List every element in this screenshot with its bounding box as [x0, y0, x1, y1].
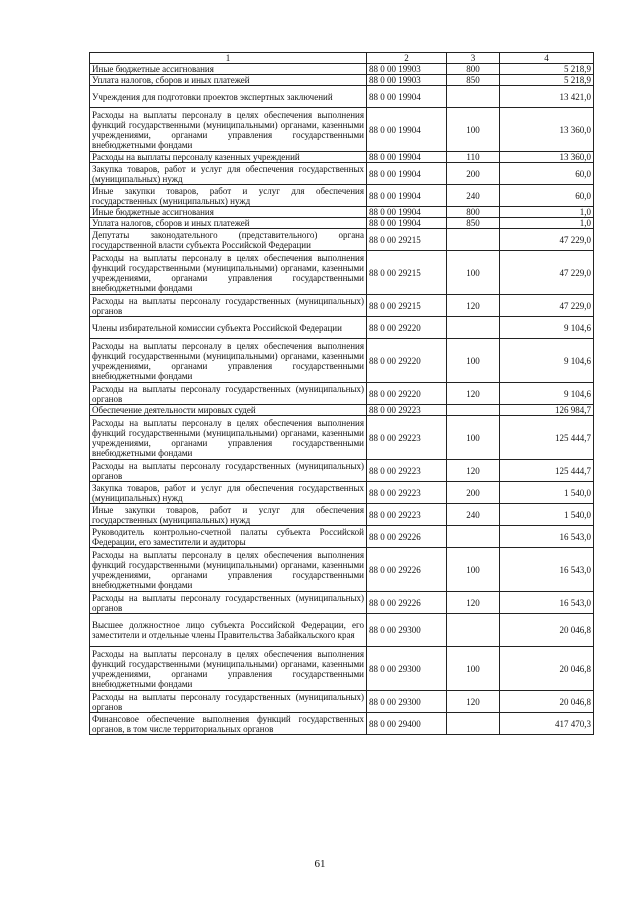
amount-cell: 1,0 — [500, 207, 594, 218]
target-code-cell: 88 0 00 29226 — [367, 548, 447, 592]
amount-cell: 1 540,0 — [500, 482, 594, 504]
amount-cell: 60,0 — [500, 185, 594, 207]
table-row — [90, 152, 594, 163]
expense-name-cell: Расходы на выплаты персоналу в целях обеспечения выполнения функций государственными (муниципальными) органами, казенными учреждениями, органами управления государственными внебюджетными фондами — [90, 339, 367, 383]
target-code-cell: 88 0 00 19903 — [367, 75, 447, 86]
target-code-cell: 88 0 00 29226 — [367, 592, 447, 614]
expense-name-cell: Закупка товаров, работ и услуг для обеспечения государственных (муниципальных) нужд — [90, 163, 367, 185]
amount-cell: 417 470,3 — [500, 713, 594, 735]
table-row — [90, 229, 594, 251]
expense-name-cell: Расходы на выплаты персоналу казенных учреждений — [90, 152, 367, 163]
amount-cell: 16 543,0 — [500, 548, 594, 592]
amount-cell: 126 984,7 — [500, 405, 594, 416]
target-code-cell: 88 0 00 29400 — [367, 713, 447, 735]
amount-cell: 20 046,8 — [500, 647, 594, 691]
expense-type-cell: 240 — [447, 185, 500, 207]
table-row — [90, 86, 594, 108]
target-code-cell: 88 0 00 19904 — [367, 86, 447, 108]
expense-name-cell: Расходы на выплаты персоналу в целях обеспечения выполнения функций государственными (муниципальными) органами, казенными учреждениями, органами управления государственными внебюджетными фондами — [90, 251, 367, 295]
expense-type-cell: 100 — [447, 251, 500, 295]
expense-name-cell: Расходы на выплаты персоналу в целях обеспечения выполнения функций государственными (муниципальными) органами, казенными учреждениями, органами управления государственными внебюджетными фондами — [90, 108, 367, 152]
table-row — [90, 317, 594, 339]
target-code-cell: 88 0 00 29220 — [367, 339, 447, 383]
expense-type-cell: 120 — [447, 383, 500, 405]
expense-name-cell: Депутаты законодательного (представительного) органа государственной власти субъекта Российской Федерации — [90, 229, 367, 251]
target-code-cell: 88 0 00 19903 — [367, 64, 447, 75]
expense-type-cell: 100 — [447, 548, 500, 592]
target-code-cell: 88 0 00 19904 — [367, 163, 447, 185]
target-code-cell: 88 0 00 19904 — [367, 108, 447, 152]
expense-type-cell: 110 — [447, 152, 500, 163]
expense-type-cell — [447, 405, 500, 416]
expense-name-cell: Члены избирательной комиссии субъекта Российской Федерации — [90, 317, 367, 339]
amount-cell: 13 360,0 — [500, 108, 594, 152]
target-code-cell: 88 0 00 29223 — [367, 504, 447, 526]
table-row — [90, 64, 594, 75]
target-code-cell: 88 0 00 19904 — [367, 152, 447, 163]
target-code-cell: 88 0 00 29223 — [367, 405, 447, 416]
table-row — [90, 416, 594, 460]
table-row — [90, 185, 594, 207]
expense-name-cell: Расходы на выплаты персоналу государственных (муниципальных) органов — [90, 383, 367, 405]
amount-cell: 16 543,0 — [500, 526, 594, 548]
table-row — [90, 108, 594, 152]
column-header: 2 — [367, 53, 447, 64]
expense-name-cell: Закупка товаров, работ и услуг для обеспечения государственных (муниципальных) нужд — [90, 482, 367, 504]
expense-name-cell: Иные закупки товаров, работ и услуг для обеспечения государственных (муниципальных) нужд — [90, 185, 367, 207]
expense-name-cell: Расходы на выплаты персоналу в целях обеспечения выполнения функций государственными (муниципальными) органами, казенными учреждениями, органами управления государственными внебюджетными фондами — [90, 416, 367, 460]
page-number: 61 — [314, 858, 326, 870]
expense-name-cell: Финансовое обеспечение выполнения функций государственных органов, в том числе территориальных органов — [90, 713, 367, 735]
target-code-cell: 88 0 00 29223 — [367, 460, 447, 482]
expense-type-cell: 200 — [447, 482, 500, 504]
table-row — [90, 713, 594, 735]
column-header: 1 — [90, 53, 367, 64]
table-body — [90, 64, 594, 735]
expense-name-cell: Учреждения для подготовки проектов экспертных заключений — [90, 86, 367, 108]
expense-type-cell: 100 — [447, 339, 500, 383]
target-code-cell: 88 0 00 29226 — [367, 526, 447, 548]
expense-type-cell: 200 — [447, 163, 500, 185]
target-code-cell: 88 0 00 29223 — [367, 482, 447, 504]
expense-type-cell — [447, 614, 500, 647]
amount-cell: 5 218,9 — [500, 75, 594, 86]
expense-name-cell: Расходы на выплаты персоналу государственных (муниципальных) органов — [90, 295, 367, 317]
table-row — [90, 482, 594, 504]
table-row — [90, 647, 594, 691]
amount-cell: 125 444,7 — [500, 416, 594, 460]
expense-name-cell: Расходы на выплаты персоналу в целях обеспечения выполнения функций государственными (муниципальными) органами, казенными учреждениями, органами управления государственными внебюджетными фондами — [90, 548, 367, 592]
expense-type-cell — [447, 317, 500, 339]
expense-type-cell — [447, 86, 500, 108]
amount-cell: 125 444,7 — [500, 460, 594, 482]
table-row — [90, 405, 594, 416]
expense-name-cell: Расходы на выплаты персоналу государственных (муниципальных) органов — [90, 460, 367, 482]
table-row — [90, 163, 594, 185]
amount-cell: 16 543,0 — [500, 592, 594, 614]
expense-name-cell: Расходы на выплаты персоналу в целях обеспечения выполнения функций государственными (муниципальными) органами, казенными учреждениями, органами управления государственными внебюджетными фондами — [90, 647, 367, 691]
amount-cell: 13 360,0 — [500, 152, 594, 163]
target-code-cell: 88 0 00 29300 — [367, 691, 447, 713]
amount-cell: 1,0 — [500, 218, 594, 229]
table-row — [90, 691, 594, 713]
table-row — [90, 295, 594, 317]
amount-cell: 9 104,6 — [500, 339, 594, 383]
table-row — [90, 383, 594, 405]
target-code-cell: 88 0 00 29223 — [367, 416, 447, 460]
amount-cell: 20 046,8 — [500, 691, 594, 713]
expense-name-cell: Обеспечение деятельности мировых судей — [90, 405, 367, 416]
table-row — [90, 548, 594, 592]
expense-name-cell: Иные бюджетные ассигнования — [90, 207, 367, 218]
expense-name-cell: Расходы на выплаты персоналу государственных (муниципальных) органов — [90, 592, 367, 614]
table-row — [90, 504, 594, 526]
amount-cell: 60,0 — [500, 163, 594, 185]
amount-cell: 47 229,0 — [500, 229, 594, 251]
target-code-cell: 88 0 00 29300 — [367, 614, 447, 647]
target-code-cell: 88 0 00 29220 — [367, 317, 447, 339]
expense-type-cell: 850 — [447, 218, 500, 229]
expense-type-cell: 120 — [447, 460, 500, 482]
target-code-cell: 88 0 00 19904 — [367, 185, 447, 207]
table-row — [90, 592, 594, 614]
expense-name-cell: Расходы на выплаты персоналу государственных (муниципальных) органов — [90, 691, 367, 713]
expense-type-cell: 100 — [447, 416, 500, 460]
expense-name-cell: Уплата налогов, сборов и иных платежей — [90, 218, 367, 229]
amount-cell: 47 229,0 — [500, 251, 594, 295]
table-row — [90, 251, 594, 295]
expense-type-cell: 120 — [447, 592, 500, 614]
expense-type-cell: 850 — [447, 75, 500, 86]
amount-cell: 5 218,9 — [500, 64, 594, 75]
table-header-row — [90, 53, 594, 64]
table-row — [90, 460, 594, 482]
table-row — [90, 339, 594, 383]
amount-cell: 13 421,0 — [500, 86, 594, 108]
budget-table — [89, 52, 594, 735]
expense-type-cell — [447, 713, 500, 735]
expense-type-cell: 100 — [447, 108, 500, 152]
target-code-cell: 88 0 00 29215 — [367, 251, 447, 295]
expense-name-cell: Руководитель контрольно-счетной палаты субъекта Российской Федерации, его заместители и аудиторы — [90, 526, 367, 548]
expense-type-cell: 800 — [447, 64, 500, 75]
table-row — [90, 207, 594, 218]
target-code-cell: 88 0 00 29300 — [367, 647, 447, 691]
expense-type-cell — [447, 526, 500, 548]
table-row — [90, 75, 594, 86]
expense-name-cell: Иные бюджетные ассигнования — [90, 64, 367, 75]
amount-cell: 20 046,8 — [500, 614, 594, 647]
expense-type-cell: 100 — [447, 647, 500, 691]
column-header: 4 — [500, 53, 594, 64]
target-code-cell: 88 0 00 29220 — [367, 383, 447, 405]
expense-name-cell: Высшее должностное лицо субъекта Российской Федерации, его заместители и отдельные члены Правительства Забайкальского края — [90, 614, 367, 647]
expense-type-cell: 240 — [447, 504, 500, 526]
amount-cell: 47 229,0 — [500, 295, 594, 317]
expense-type-cell: 120 — [447, 691, 500, 713]
target-code-cell: 88 0 00 29215 — [367, 229, 447, 251]
amount-cell: 1 540,0 — [500, 504, 594, 526]
expense-type-cell: 800 — [447, 207, 500, 218]
target-code-cell: 88 0 00 19904 — [367, 218, 447, 229]
column-header: 3 — [447, 53, 500, 64]
expense-type-cell: 120 — [447, 295, 500, 317]
target-code-cell: 88 0 00 29215 — [367, 295, 447, 317]
expense-name-cell: Иные закупки товаров, работ и услуг для обеспечения государственных (муниципальных) нужд — [90, 504, 367, 526]
expense-type-cell — [447, 229, 500, 251]
table-row — [90, 218, 594, 229]
amount-cell: 9 104,6 — [500, 383, 594, 405]
table-row — [90, 526, 594, 548]
target-code-cell: 88 0 00 19904 — [367, 207, 447, 218]
amount-cell: 9 104,6 — [500, 317, 594, 339]
table-row — [90, 614, 594, 647]
expense-name-cell: Уплата налогов, сборов и иных платежей — [90, 75, 367, 86]
